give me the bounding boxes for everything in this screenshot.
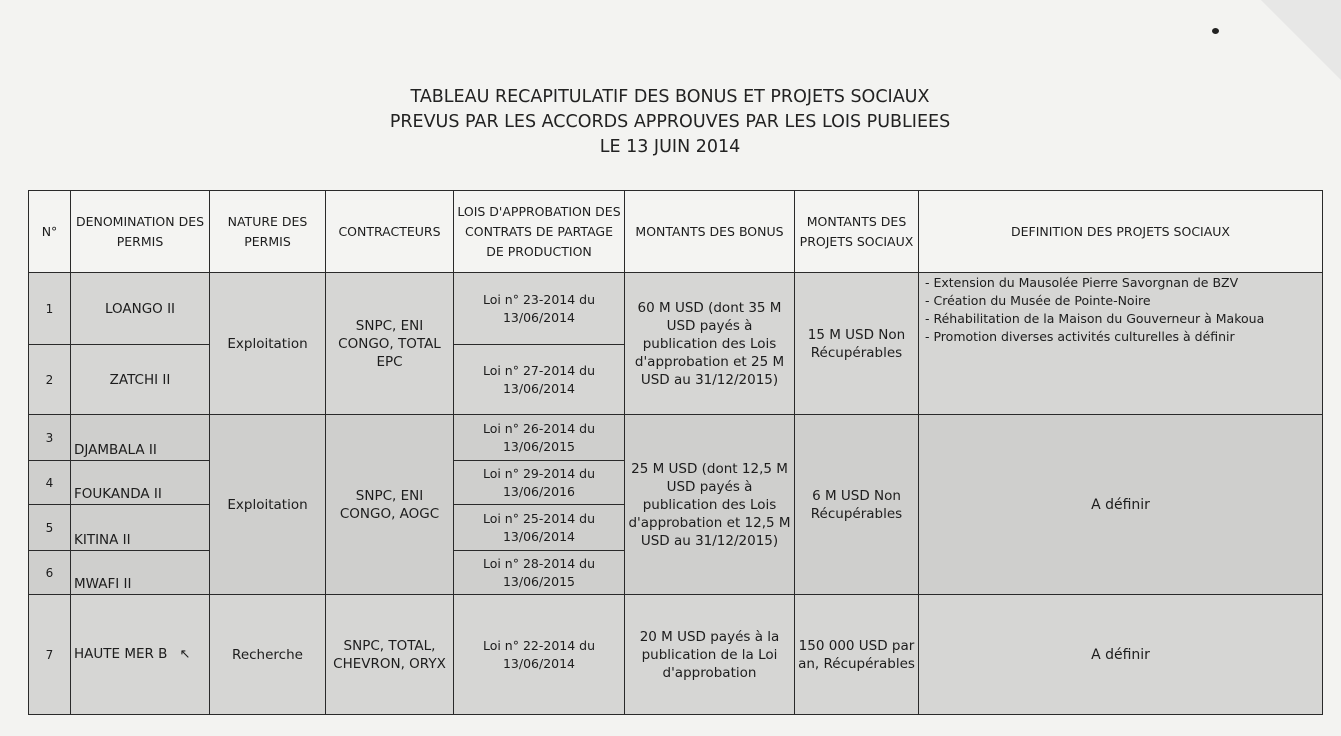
header-nature: NATURE DES PERMIS bbox=[210, 191, 326, 273]
permit-name: ZATCHI II bbox=[71, 345, 210, 415]
header-num: N° bbox=[29, 191, 71, 273]
permit-name: LOANGO II bbox=[71, 273, 210, 345]
scan-mark bbox=[1212, 28, 1219, 34]
approval-law: Loi n° 25-2014 du 13/06/2014 bbox=[454, 505, 625, 551]
approval-law: Loi n° 23-2014 du 13/06/2014 bbox=[454, 273, 625, 345]
document-title bbox=[300, 85, 1040, 160]
social-project-item: - Réhabilitation de la Maison du Gouverneur à Makoua bbox=[925, 311, 1265, 326]
contractors: SNPC, ENI CONGO, AOGC bbox=[326, 415, 454, 595]
header-row bbox=[29, 191, 1323, 273]
permit-name-text: HAUTE MER B bbox=[74, 646, 168, 662]
social-project-item: - Promotion diverses activités culturelles à définir bbox=[925, 329, 1235, 344]
title-line-3: LE 13 JUIN 2014 bbox=[599, 137, 741, 157]
bonus-amount: 60 M USD (dont 35 M USD payés à publication des Lois d'approbation et 25 M USD au 31/12/2015) bbox=[625, 273, 795, 415]
row-num: 7 bbox=[29, 595, 71, 715]
mouse-pointer-icon: ↖ bbox=[179, 647, 191, 662]
permit-name: DJAMBALA II bbox=[71, 415, 210, 461]
permit-name: MWAFI II bbox=[71, 551, 210, 595]
row-num: 4 bbox=[29, 461, 71, 505]
social-project-item: - Extension du Mausolée Pierre Savorgnan de BZV bbox=[925, 275, 1239, 290]
social-amount: 15 M USD Non Récupérables bbox=[795, 273, 919, 415]
permit-nature: Exploitation bbox=[210, 415, 326, 595]
row-num: 2 bbox=[29, 345, 71, 415]
social-project-item: - Création du Musée de Pointe-Noire bbox=[925, 293, 1151, 308]
header-bonus: MONTANTS DES BONUS bbox=[625, 191, 795, 273]
row-num: 5 bbox=[29, 505, 71, 551]
recap-table bbox=[28, 190, 1323, 715]
contractors: SNPC, TOTAL, CHEVRON, ORYX bbox=[326, 595, 454, 715]
permit-name: KITINA II bbox=[71, 505, 210, 551]
permit-name: FOUKANDA II bbox=[71, 461, 210, 505]
bonus-amount: 25 M USD (dont 12,5 M USD payés à publication des Lois d'approbation et 12,5 M USD au 31/12/2015) bbox=[625, 415, 795, 595]
table-row bbox=[29, 415, 1323, 461]
header-definition: DEFINITION DES PROJETS SOCIAUX bbox=[919, 191, 1323, 273]
row-num: 1 bbox=[29, 273, 71, 345]
row-num: 3 bbox=[29, 415, 71, 461]
approval-law: Loi n° 29-2014 du 13/06/2016 bbox=[454, 461, 625, 505]
permit-nature: Exploitation bbox=[210, 273, 326, 415]
approval-law: Loi n° 28-2014 du 13/06/2015 bbox=[454, 551, 625, 595]
header-contracteurs: CONTRACTEURS bbox=[326, 191, 454, 273]
social-projects-definition: A définir bbox=[919, 415, 1323, 595]
social-projects-definition: A définir bbox=[919, 595, 1323, 715]
row-num: 6 bbox=[29, 551, 71, 595]
social-amount: 150 000 USD par an, Récupérables bbox=[795, 595, 919, 715]
approval-law: Loi n° 22-2014 du 13/06/2014 bbox=[454, 595, 625, 715]
table-row bbox=[29, 273, 1323, 345]
header-projets: MONTANTS DES PROJETS SOCIAUX bbox=[795, 191, 919, 273]
title-line-1: TABLEAU RECAPITULATIF DES BONUS ET PROJETS SOCIAUX bbox=[410, 87, 930, 107]
approval-law: Loi n° 26-2014 du 13/06/2015 bbox=[454, 415, 625, 461]
permit-name bbox=[71, 595, 210, 715]
header-denomination: DENOMINATION DES PERMIS bbox=[71, 191, 210, 273]
header-lois: LOIS D'APPROBATION DES CONTRATS DE PARTAGE DE PRODUCTION bbox=[454, 191, 625, 273]
contractors: SNPC, ENI CONGO, TOTAL EPC bbox=[326, 273, 454, 415]
social-amount: 6 M USD Non Récupérables bbox=[795, 415, 919, 595]
bonus-amount: 20 M USD payés à la publication de la Loi d'approbation bbox=[625, 595, 795, 715]
approval-law: Loi n° 27-2014 du 13/06/2014 bbox=[454, 345, 625, 415]
table-row bbox=[29, 595, 1323, 715]
title-line-2: PREVUS PAR LES ACCORDS APPROUVES PAR LES LOIS PUBLIEES bbox=[389, 112, 951, 132]
social-projects-definition bbox=[919, 273, 1323, 415]
permit-nature: Recherche bbox=[210, 595, 326, 715]
page-corner-fold bbox=[1261, 0, 1341, 80]
